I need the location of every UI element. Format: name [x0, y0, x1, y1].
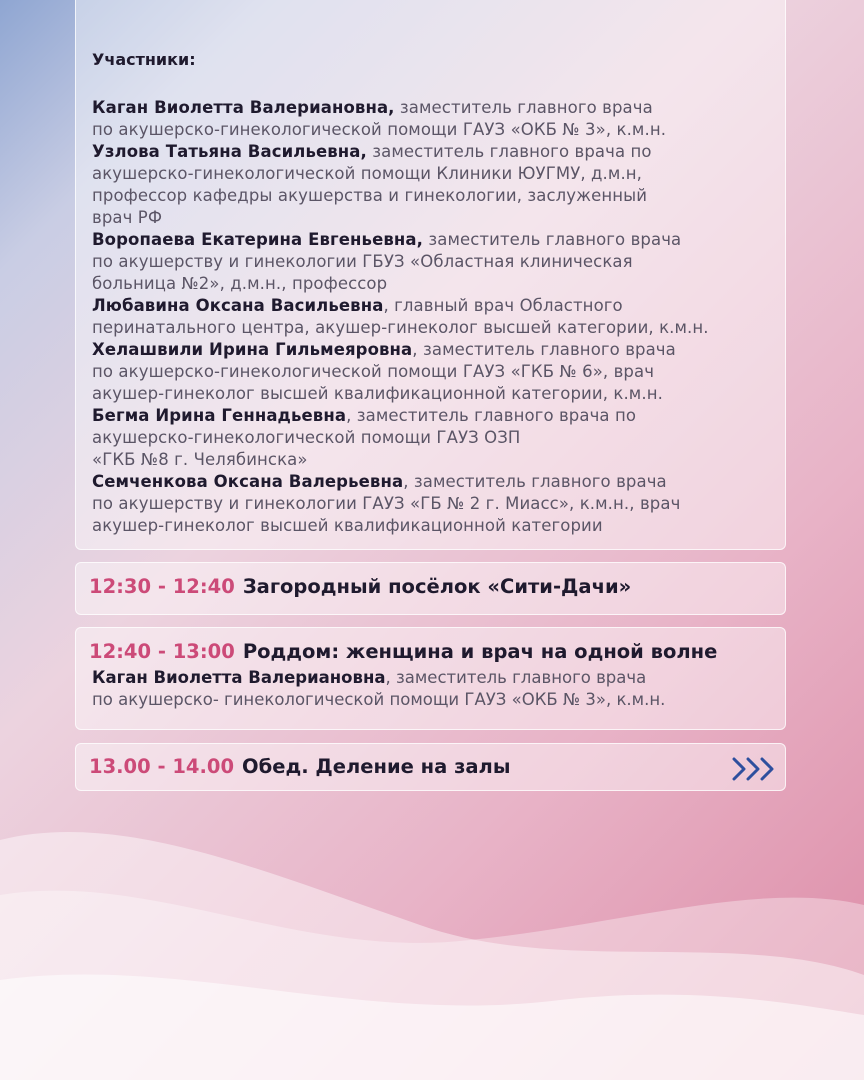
session-card-1	[75, 562, 786, 615]
participant-role: , главный врач Областного	[383, 296, 623, 315]
speaker-role: , заместитель главного врача	[385, 668, 647, 687]
participant-entry	[92, 339, 769, 405]
participant-entry	[92, 405, 769, 471]
session-time: 13.00 - 14.00	[89, 755, 235, 778]
session-title: Роддом: женщина и врач на одной волне	[242, 640, 718, 663]
session-title: Загородный посёлок «Сити-Дачи»	[242, 575, 632, 598]
session-card-2	[75, 627, 786, 730]
participant-name: Хелашвили Ирина Гильмеяровна	[92, 340, 413, 359]
speaker-affiliation: по акушерско- гинекологической помощи ГАУЗ «ОКБ № 3», к.м.н.	[92, 690, 666, 709]
session-time: 12:40 - 13:00	[89, 640, 235, 663]
participant-name: Каган Виолетта Валериановна,	[92, 98, 395, 117]
participant-role: , заместитель главного врача по	[346, 406, 637, 425]
participant-name: Любавина Оксана Васильевна	[92, 296, 384, 315]
participant-role: заместитель главного врача	[399, 98, 653, 117]
participant-detail-line: профессор кафедры акушерства и гинекологии, заслуженный	[92, 186, 648, 205]
participant-entry	[92, 295, 769, 339]
chevron-right-triple-icon	[731, 756, 777, 782]
participant-detail-line: по акушерству и гинекологии ГБУЗ «Областная клиническая	[92, 252, 633, 271]
participant-entry	[92, 141, 769, 229]
participants-card	[75, 0, 786, 550]
participant-detail-line: врач РФ	[92, 208, 163, 227]
participant-role: , заместитель главного врача	[403, 472, 667, 491]
participant-name: Семченкова Оксана Валерьевна	[92, 472, 404, 491]
participant-detail-line: акушерско-гинекологической помощи ГАУЗ ОЗП	[92, 428, 521, 447]
session-card-3	[75, 743, 786, 791]
background-waves	[0, 810, 864, 1080]
participant-name: Воропаева Екатерина Евгеньевна,	[92, 230, 424, 249]
participant-detail-line: «ГКБ №8 г. Челябинска»	[92, 450, 308, 469]
participant-detail-line: акушер-гинеколог высшей квалификационной категории	[92, 516, 603, 535]
speaker-name: Каган Виолетта Валериановна	[92, 668, 386, 687]
participants-heading: Участники:	[92, 50, 196, 69]
participants-list	[92, 97, 769, 537]
participant-detail-line: больница №2», д.м.н., профессор	[92, 274, 388, 293]
session-time: 12:30 - 12:40	[89, 575, 235, 598]
participant-name: Узлова Татьяна Васильевна,	[92, 142, 367, 161]
participant-entry	[92, 229, 769, 295]
session-speaker	[89, 667, 785, 711]
participant-detail-line: по акушерству и гинекологии ГАУЗ «ГБ № 2 г. Миасс», к.м.н., врач	[92, 494, 681, 513]
participant-role: заместитель главного врача	[428, 230, 682, 249]
participant-role: , заместитель главного врача	[412, 340, 676, 359]
participant-entry	[92, 471, 769, 537]
participant-detail-line: по акушерско-гинекологической помощи ГАУЗ «ОКБ № 3», к.м.н.	[92, 120, 667, 139]
participant-detail-line: акушерско-гинекологической помощи Клиники ЮУГМУ, д.м.н,	[92, 164, 643, 183]
participant-detail-line: акушер-гинеколог высшей квалификационной категории, к.м.н.	[92, 384, 663, 403]
participant-detail-line: перинатального центра, акушер-гинеколог высшей категории, к.м.н.	[92, 318, 709, 337]
participant-role: заместитель главного врача по	[372, 142, 652, 161]
session-title: Обед. Деление на залы	[242, 755, 511, 778]
participant-entry	[92, 97, 769, 141]
participant-detail-line: по акушерско-гинекологической помощи ГАУЗ «ГКБ № 6», врач	[92, 362, 655, 381]
participant-name: Бегма Ирина Геннадьевна	[92, 406, 347, 425]
